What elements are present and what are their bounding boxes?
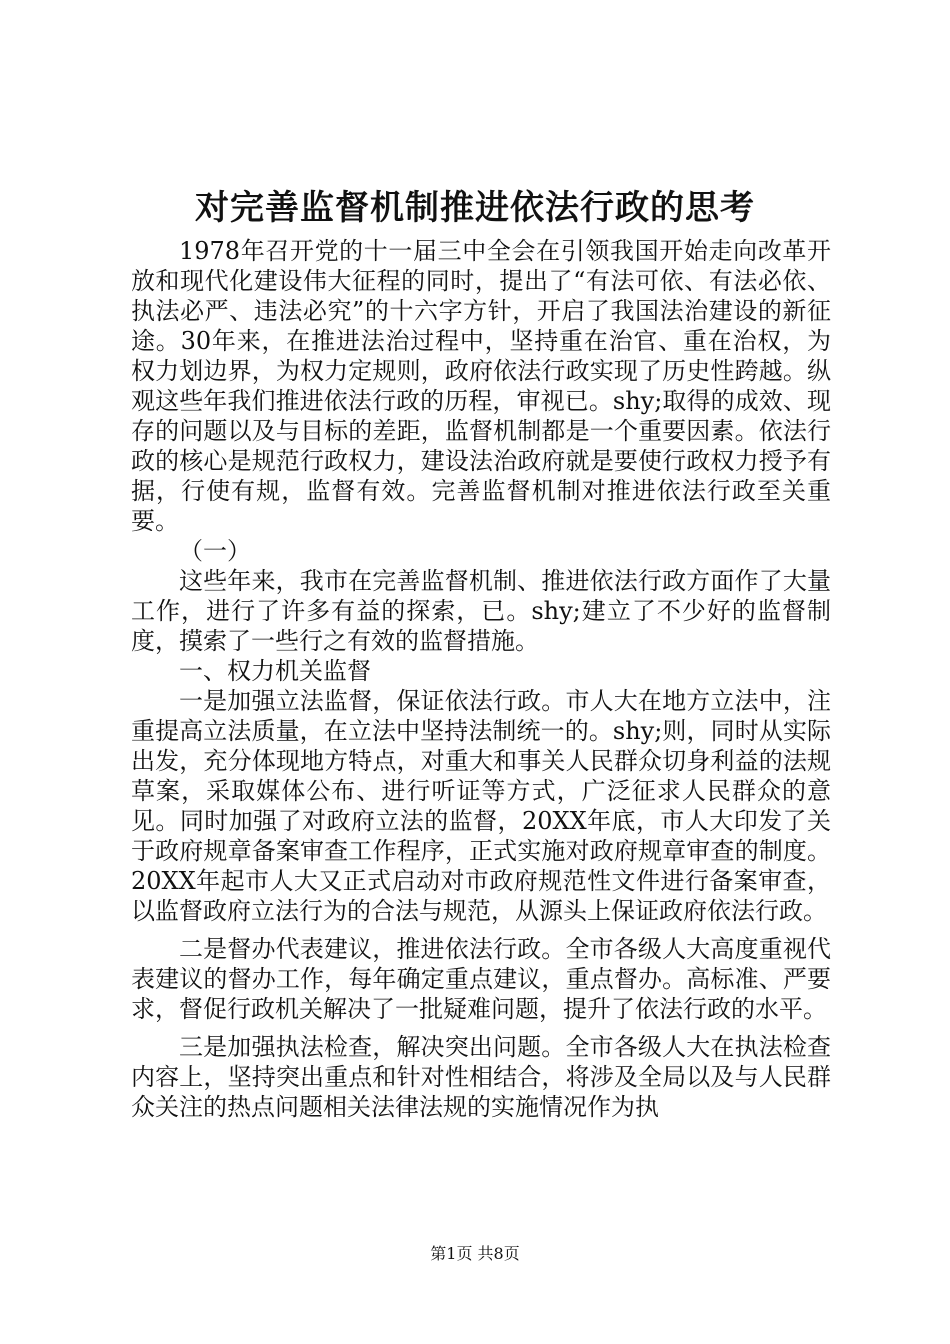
paragraph-point-three: 三是加强执法检查，解决突出问题。全市各级人大在执法检查内容上，坚持突出重点和针对性相结合，将涉及全局以及与人民群众关注的热点问题相关法律法规的实施情况作为执 [131, 1033, 831, 1121]
paragraph-overview: 这些年来，我市在完善监督机制、推进依法行政方面作了大量工作，进行了许多有益的探索，已。shy;建立了不少好的监督制度，摸索了一些行之有效的监督措施。 [131, 567, 831, 655]
paragraph-point-two: 二是督办代表建议，推进依法行政。全市各级人大高度重视代表建议的督办工作，每年确定重点建议，重点督办。高标准、严要求，督促行政机关解决了一批疑难问题，提升了依法行政的水平。 [131, 935, 831, 1023]
document-body [131, 236, 831, 1122]
section-heading: 一、权力机关监督 [179, 657, 371, 685]
section-number: （一） [179, 537, 251, 565]
paragraph-intro: 1978年召开党的十一届三中全会在引领我国开始走向改革开放和现代化建设伟大征程的同时，提出了“有法可依、有法必依、执法必严、违法必究”的十六字方针，开启了我国法治建设的新征途。30年来，在推进法治过程中，坚持重在治官、重在治权，为权力划边界，为权力定规则，政府依法行政实现了历史性跨越。纵观这些年我们推进依法行政的历程，审视已。shy;取得的成效、现存的问题以及与目标的差距，监督机制都是一个重要因素。依法行政的核心是规范行政权力，建设法治政府就是要使行政权力授予有据，行使有规，监督有效。完善监督机制对推进依法行政至关重要。 [131, 237, 831, 535]
paragraph-point-one: 一是加强立法监督，保证依法行政。市人大在地方立法中，注重提高立法质量，在立法中坚持法制统一的。shy;则，同时从实际出发，充分体现地方特点，对重大和事关人民群众切身利益的法规草案，采取媒体公布、进行听证等方式，广泛征求人民群众的意见。同时加强了对政府立法的监督，20XX年底，市人大印发了关于政府规章备案审查工作程序，正式实施对政府规章审查的制度。20XX年起市人大又正式启动对市政府规范性文件进行备案审查，以监督政府立法行为的合法与规范，从源头上保证政府依法行政。 [131, 687, 831, 925]
page-footer: 第1页 共8页 [430, 1244, 520, 1263]
document-title: 对完善监督机制推进依法行政的思考 [195, 188, 755, 228]
